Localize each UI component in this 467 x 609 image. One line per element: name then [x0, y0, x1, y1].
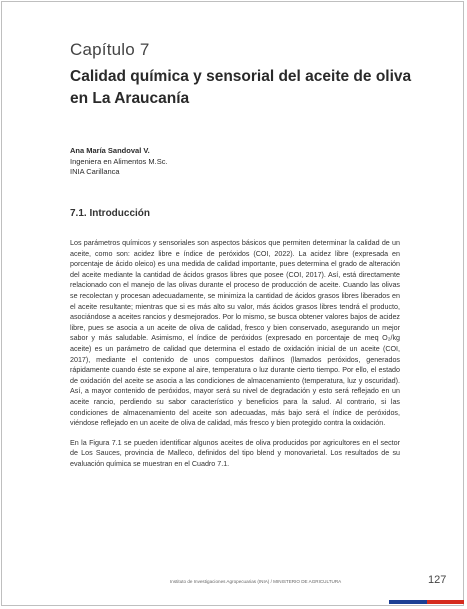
flag-bar-red [427, 600, 465, 604]
chapter-title: Calidad química y sensorial del aceite de oliva en La Araucanía [70, 68, 412, 107]
flag-bar-blue [389, 600, 427, 604]
paragraph: En la Figura 7.1 se pueden identificar algunos aceites de oliva producidos por agricultores en el sector de Los Sauces, provincia de Malleco, definidos del tipo blend y monovarietal. Los resultados de su evaluación química se muestran en el Cuadro 7.1. [70, 438, 400, 468]
paragraph: Los parámetros químicos y sensoriales son aspectos básicos que permiten determinar la calidad de un aceite, como son: acidez libre e índice de peróxidos (COI, 2022). La acidez libre (expresada en porcentaje de ácido oleico) es una medida de calidad importante, pues determina el grado de alteración del aceite mediante la cantidad de ácidos grasos libres que posee (COI, 2017). Así, está directamente relacionado con el manejo de las olivas durante el proceso de producción de aceite. Cuando las olivas se recolectan y procesan adecuadamente, se minimiza la cantidad de ácidos grasos libres liberados en el aceite resultante; mientras que si es más alto su valor, más ácidos grasos libres tendrá el producto, asociándose a aceites rancios y desmejorados. Por lo mismo, se busca obtener valores bajos de acidez libre, pues se asocia a un aceite de oliva de calidad, fresco y bien conservado, asegurando un mejor sabor y más saludable. Asimismo, el índice de peróxidos (expresado en porcentaje de meq O₂/kg aceite) es un parámetro de calidad que determina el estado de oxidación inicial de un aceite (COI, 2017), mediante el contenido de unos compuestos dañinos (llamados peróxidos, generados rápidamente cuando éste se expone al aire, temperatura o luz durante cierto tiempo. Por ello, el estado de oxidación del aceite se asocia a las condiciones de almacenamiento (temperatura, luz y oscuridad). Así, a mayor contenido de peróxidos, mayor será su nivel de degradación y esto será reflejado en un aceite rancio, perdiendo su sabor característico y beneficios para la salud. Al contrario, si las condiciones de almacenamiento del aceite son adecuadas, más bajo será el índice de peróxidos, viéndose reflejado en un aceite de oliva de calidad, más fresco y bien protegido contra la oxidación. [70, 239, 400, 428]
section-heading: 7.1. Introducción [70, 208, 151, 219]
page-number: 127 [428, 574, 447, 586]
author-role: Ingeniera en Alimentos M.Sc. [70, 156, 168, 166]
flag-color-bar [389, 600, 464, 604]
footer-text: Instituto de Investigaciones Agropecuarias (INIA) / MINISTERIO DE AGRICULTURA [170, 579, 342, 584]
author-block [70, 146, 168, 178]
author-institution: INIA Carillanca [70, 167, 120, 176]
chapter-label: Capítulo 7 [70, 40, 150, 59]
author-name: Ana María Sandoval V. [70, 146, 150, 155]
body-text [70, 238, 400, 478]
